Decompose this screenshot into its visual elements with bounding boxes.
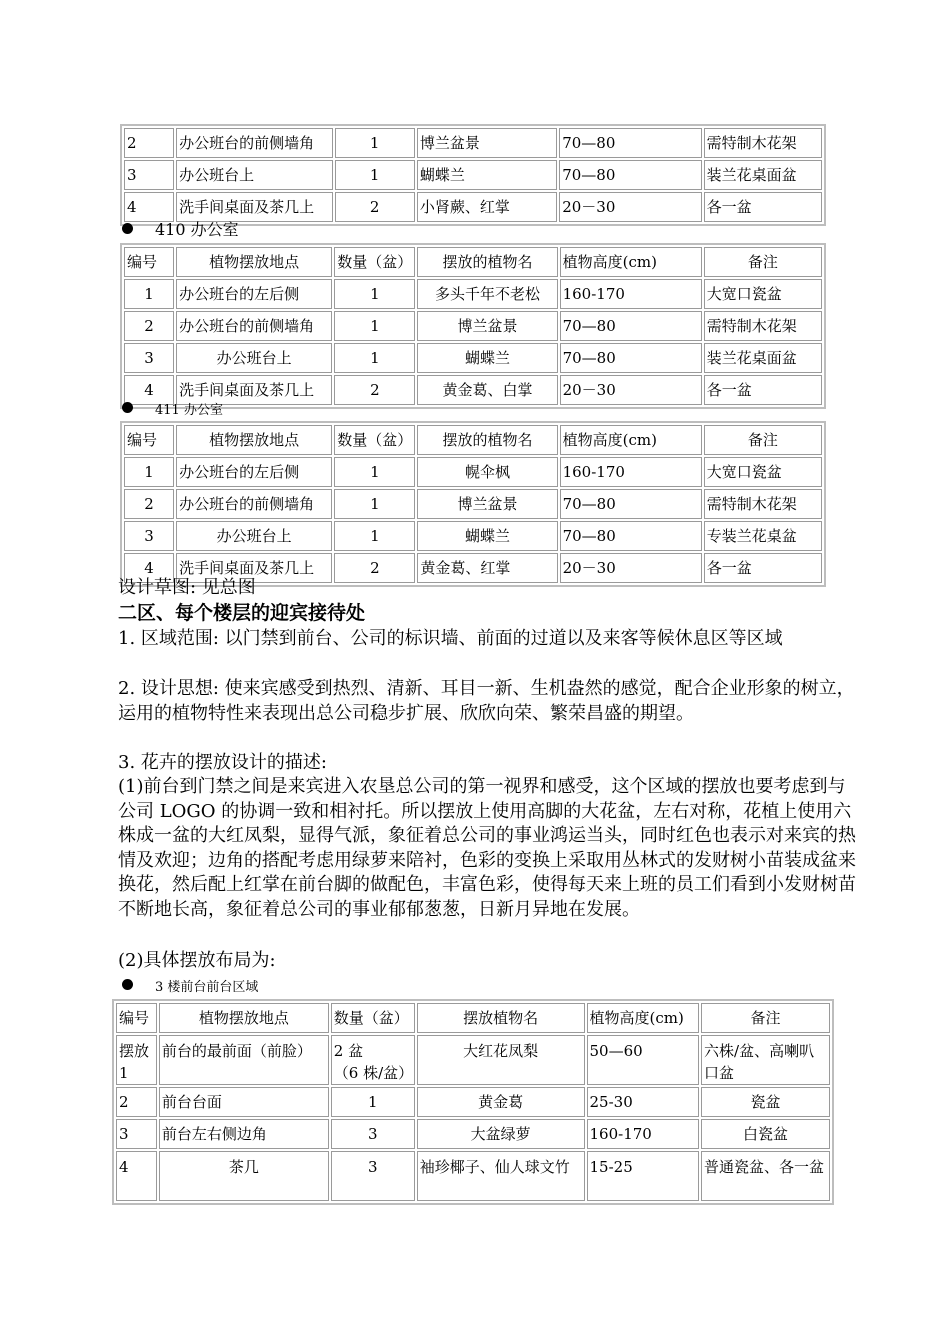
table-cell: 装兰花桌面盆: [704, 343, 822, 373]
table-cell: 蝴蝶兰: [417, 521, 557, 551]
table-cell: 办公班台的前侧墙角: [176, 128, 332, 158]
table-row: [124, 311, 822, 341]
column-header: 数量（盆）: [334, 247, 415, 277]
column-header: 摆放的植物名: [417, 247, 557, 277]
table-row: [124, 343, 822, 373]
table-row: [124, 489, 822, 519]
table-row: [116, 1087, 830, 1117]
column-header: 摆放植物名: [417, 1003, 585, 1033]
table-cell: 各一盆: [704, 375, 822, 405]
table-cell: 70—80: [559, 160, 701, 190]
table-cell: 50—60: [587, 1035, 700, 1085]
table-cell: 70—80: [560, 343, 702, 373]
table-cell: 70—80: [560, 521, 702, 551]
table-row: [124, 128, 822, 158]
table-cell: 20－30: [560, 375, 702, 405]
table-cell: 办公班台的左后侧: [176, 457, 332, 487]
table-cell: 前台左右侧边角: [159, 1119, 329, 1149]
table-cell: 1: [334, 279, 415, 309]
table-cell: 袖珍椰子、仙人球文竹: [417, 1151, 585, 1201]
table-cell: 茶几: [159, 1151, 329, 1201]
table-cell: 办公班台的前侧墙角: [176, 489, 332, 519]
table-cell: 1: [335, 160, 415, 190]
paragraph-layout-title: (2)具体摆放布局为:: [118, 950, 276, 971]
table-cell: 1: [334, 311, 415, 341]
sketch-note: 设计草图: 见总图: [118, 577, 256, 598]
paragraph-description: (1)前台到门禁之间是来宾进入农垦总公司的第一视界和感受，这个区域的摆放也要考虑到与公司 LOGO 的协调一致和相衬托。所以摆放上使用高脚的大花盆，左右对称，花植上使用六株成一盆的大红凤梨，显得气派，象征着总公司的事业鸿运当头，同时红色也表示对来宾的热情及欢迎；边角的搭配考虑用绿萝来陪衬，色彩的变换上采取用丛林式的发财树小苗装成盆来换花，然后配上红掌在前台脚的做配色，丰富色彩，使得每天来上班的员工们看到小发财树苗不断地长高，象征着总公司的事业郁郁葱葱，日新月异地在发展。: [118, 776, 856, 920]
paragraph-design-idea: 2. 设计思想: 使来宾感受到热烈、清新、耳目一新、生机盎然的感觉，配合企业形象的树立，运用的植物特性来表现出总公司稳步扩展、欣欣向荣、繁荣昌盛的期望。: [118, 678, 855, 724]
section-title: 二区、每个楼层的迎宾接待处: [118, 602, 366, 624]
table-row: [116, 1119, 830, 1149]
table-cell: 幌伞枫: [417, 457, 557, 487]
table-cell: 1: [124, 279, 174, 309]
table-cell: 1: [334, 521, 415, 551]
table-cell: 办公班台上: [176, 160, 332, 190]
table-cell: 前台台面: [159, 1087, 329, 1117]
table-cell: 需特制木花架: [704, 489, 822, 519]
table-cell: 黄金葛、白掌: [417, 375, 557, 405]
table-continued: [120, 124, 826, 226]
table-cell: 160-170: [560, 457, 702, 487]
table-cell: 大红花凤梨: [417, 1035, 585, 1085]
table-cell: 白瓷盆: [701, 1119, 830, 1149]
section-heading-410: [122, 220, 239, 240]
column-header: 植物高度(cm): [587, 1003, 700, 1033]
table-3f-front-desk: [112, 999, 834, 1205]
table-cell: 160-170: [560, 279, 702, 309]
table-cell: 20－30: [559, 192, 701, 222]
table-cell: 洗手间桌面及茶几上: [176, 553, 332, 583]
table-cell: 70—80: [559, 128, 701, 158]
table-cell: 大宽口瓷盆: [704, 457, 822, 487]
table-cell: 各一盆: [704, 553, 822, 583]
table-cell: 大盆绿萝: [417, 1119, 585, 1149]
column-header: 摆放的植物名: [417, 425, 557, 455]
table-cell: 1: [124, 457, 174, 487]
table-cell: 25-30: [587, 1087, 700, 1117]
section-heading-3f: [122, 976, 258, 998]
table-cell: 4: [124, 553, 174, 583]
table-cell: 1: [334, 343, 415, 373]
table-header-row: [124, 425, 822, 455]
table-row: [116, 1035, 830, 1085]
table-cell: 3: [331, 1119, 415, 1149]
table-cell: 办公班台的前侧墙角: [176, 311, 332, 341]
column-header: 备注: [704, 247, 822, 277]
bullet-icon: [122, 223, 133, 234]
bullet-icon: [122, 402, 133, 413]
table-cell: 专装兰花桌盆: [704, 521, 822, 551]
table-cell: 4: [124, 192, 174, 222]
table-cell: 2: [124, 311, 174, 341]
table-cell: 办公班台上: [176, 521, 332, 551]
table-cell: 蝴蝶兰: [417, 160, 557, 190]
table-cell: 2: [124, 489, 174, 519]
table-cell: 博兰盆景: [417, 489, 557, 519]
table-cell: 1: [335, 128, 415, 158]
table-cell: 瓷盆: [701, 1087, 830, 1117]
column-header: 数量（盆）: [331, 1003, 415, 1033]
column-header: 备注: [704, 425, 822, 455]
table-cell: 蝴蝶兰: [417, 343, 557, 373]
table-row: [124, 160, 822, 190]
table-cell: 3: [124, 160, 174, 190]
table-row: [124, 375, 822, 405]
paragraph-description-title: 3. 花卉的摆放设计的描述:: [118, 752, 327, 773]
table-cell: 需特制木花架: [704, 311, 822, 341]
column-header: 编号: [124, 247, 174, 277]
table-cell: 3: [124, 343, 174, 373]
table-cell: 博兰盆景: [417, 128, 557, 158]
table-cell: 博兰盆景: [417, 311, 557, 341]
table-cell: 摆放 1: [116, 1035, 157, 1085]
table-cell: 各一盆: [704, 192, 822, 222]
table-cell: 办公班台的左后侧: [176, 279, 332, 309]
table-header-row: [124, 247, 822, 277]
table-cell: 大宽口瓷盆: [704, 279, 822, 309]
table-row: [124, 457, 822, 487]
table-cell: 需特制木花架: [704, 128, 822, 158]
section-label: 3 楼前台前台区域: [155, 980, 259, 995]
table-cell: 前台的最前面（前脸）: [159, 1035, 329, 1085]
table-411: [120, 421, 826, 587]
section-heading-411: [122, 399, 223, 421]
table-cell: 2: [334, 375, 415, 405]
table-cell: 普通瓷盆、各一盆: [701, 1151, 830, 1201]
column-header: 植物高度(cm): [560, 425, 702, 455]
table-cell: 3: [124, 521, 174, 551]
table-cell: 4: [116, 1151, 157, 1201]
column-header: 编号: [116, 1003, 157, 1033]
table-cell: 黄金葛、红掌: [417, 553, 557, 583]
column-header: 备注: [701, 1003, 830, 1033]
column-header: 植物摆放地点: [159, 1003, 329, 1033]
section-label: 410 办公室: [155, 220, 239, 239]
quantity-line: 2 盆: [333, 1042, 364, 1060]
paragraph-scope: 1. 区域范围: 以门禁到前台、公司的标识墙、前面的过道以及来客等候休息区等区域: [118, 628, 783, 649]
table-cell: 1: [334, 457, 415, 487]
bullet-icon: [122, 979, 133, 990]
table-cell: 15-25: [587, 1151, 700, 1201]
section-label: 411 办公室: [155, 403, 223, 418]
table-cell: 20－30: [560, 553, 702, 583]
table-row: [124, 521, 822, 551]
table-cell: 160-170: [587, 1119, 700, 1149]
table-cell: 4: [124, 375, 174, 405]
table-cell: 70—80: [560, 311, 702, 341]
table-cell: 2: [335, 192, 415, 222]
table-cell: 六株/盆、高喇叭口盆: [701, 1035, 830, 1085]
quantity-detail: （6 株/盆）: [333, 1064, 414, 1082]
table-cell: 1: [334, 489, 415, 519]
table-cell: 黄金葛: [417, 1087, 585, 1117]
table-row: [124, 279, 822, 309]
column-header: 数量（盆）: [334, 425, 415, 455]
table-cell: 3: [116, 1119, 157, 1149]
table-cell: 多头千年不老松: [417, 279, 557, 309]
table-cell: 2: [116, 1087, 157, 1117]
column-header: 植物高度(cm): [560, 247, 702, 277]
table-cell: 3: [331, 1151, 415, 1201]
table-cell: 洗手间桌面及茶几上: [176, 375, 332, 405]
table-410: [120, 243, 826, 409]
column-header: 植物摆放地点: [176, 425, 332, 455]
column-header: 植物摆放地点: [176, 247, 332, 277]
table-cell: 2: [334, 553, 415, 583]
column-header: 编号: [124, 425, 174, 455]
table-cell: 小肾蕨、红掌: [417, 192, 557, 222]
table-header-row: [116, 1003, 830, 1033]
table-cell: 2: [124, 128, 174, 158]
table-cell: 70—80: [560, 489, 702, 519]
table-row: [124, 192, 822, 222]
table-cell: 洗手间桌面及茶几上: [176, 192, 332, 222]
table-cell: 1: [331, 1087, 415, 1117]
table-row: [116, 1151, 830, 1201]
table-cell: [331, 1035, 415, 1085]
table-cell: 装兰花桌面盆: [704, 160, 822, 190]
table-cell: 办公班台上: [176, 343, 332, 373]
